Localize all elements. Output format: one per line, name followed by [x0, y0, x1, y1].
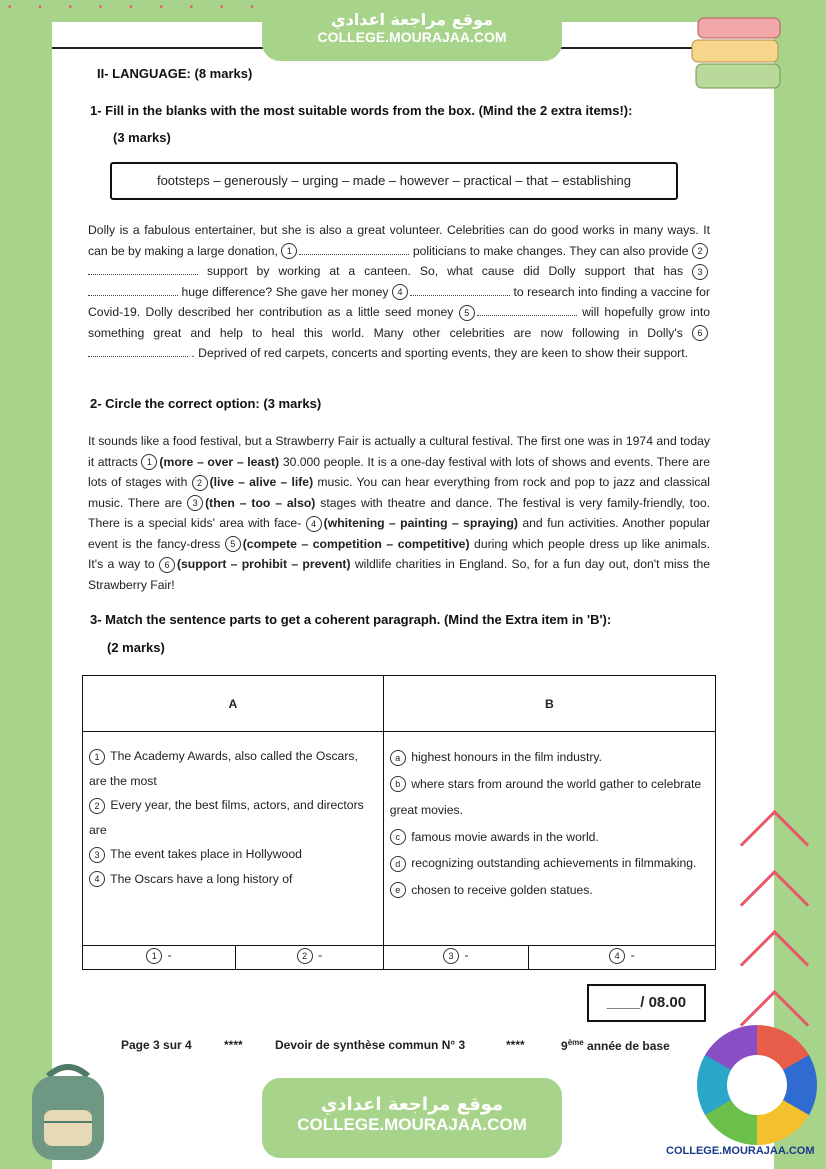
blank-number: 1 — [281, 243, 297, 259]
answer-cell-4[interactable]: 4 - — [528, 946, 715, 970]
footer-title: Devoir de synthèse commun N° 3 — [275, 1038, 466, 1052]
blank-3[interactable] — [88, 283, 178, 296]
option-group-6[interactable]: (support – prohibit – prevent) — [176, 557, 351, 571]
option-number: 1 — [141, 454, 157, 470]
answer-cell-1[interactable]: 1 - — [83, 946, 236, 970]
ex1-paragraph: Dolly is a fabulous entertainer, but she is also a great volunteer. Celebrities can do good works in many ways. It can be by making a large donation, 1 politicians to make changes. They can also provide 2 support by working at a canteen. So, what cause did Dolly support that has 3 huge difference? She gave her money 4 to research into finding a vaccine for Covid-19. Dolly described her contribution as a little seed money 5 will hopefully grow into something great and help to heal this world. Many other celebrities are now following in Dolly's 6 . Deprived of red carpets, concerts and sporting events, they are keen to show their support. — [88, 223, 711, 360]
ex2-paragraph: It sounds like a food festival, but a Strawberry Fair is actually a cultural festival. The first one was in 1974 and today it attracts 1 (more – over – least) 30.000 people. It is a one-day festival with lots of shows and events. There are lots of stages with 2 (live – alive – life) music. You can hear everything from rock and pop to jazz and classical music. There are 3 (then – too – also) stages with theatre and dance. The festival is very family-friendly, too. There is a special kids' area with face- 4 (whitening – painting – spraying) and fun activities. Another popular event is the fancy-dress 5 (compete – competition – competitive) during which people dress up like animals. It's a way to 6 (support – prohibit – prevent) wildlife charities in England. So, for a fun day out, don't miss the Strawberry Fair! — [88, 434, 711, 592]
site-logo-icon[interactable] — [697, 1025, 817, 1145]
blank-1[interactable] — [299, 242, 409, 255]
option-group-3[interactable]: (then – too – also) — [205, 495, 316, 510]
option-number: 3 — [187, 495, 203, 511]
option-number: 5 — [225, 536, 241, 552]
ex3-marks: (2 marks) — [107, 640, 165, 655]
blank-number: 6 — [692, 325, 708, 341]
matching-table — [82, 675, 716, 970]
a-item-4: 4 The Oscars have a long history of — [89, 867, 377, 892]
word-box: footsteps – generously – urging – made – however – practical – that – establishing — [110, 162, 678, 200]
footer-stars-1: **** — [224, 1038, 243, 1052]
option-group-1[interactable]: (more – over – least) — [159, 454, 280, 469]
blank-2[interactable] — [88, 262, 198, 275]
logo-caption: COLLEGE.MOURAJAA.COM — [666, 1145, 815, 1157]
footer-stars-2: **** — [506, 1038, 525, 1052]
blank-number: 5 — [459, 305, 475, 321]
section-title: II- LANGUAGE: (8 marks) — [97, 66, 253, 81]
a-item-2: 2 Every year, the best films, actors, and directors are — [89, 798, 364, 837]
footer-level: 9ème année de base — [561, 1038, 670, 1053]
ex2-title: 2- Circle the correct option: (3 marks) — [90, 396, 322, 411]
b-item-d: d recognizing outstanding achievements in filmmaking. — [390, 850, 709, 877]
answer-cell-3[interactable]: 3 - — [383, 946, 528, 970]
blank-number: 4 — [392, 284, 408, 300]
ex1-marks: (3 marks) — [113, 130, 171, 145]
a-item-3: 3 The event takes place in Hollywood — [89, 842, 377, 867]
banner-arabic: موقع مراجعة اعدادي — [330, 10, 494, 29]
ex3-title: 3- Match the sentence parts to get a coherent paragraph. (Mind the Extra item in 'B'): — [90, 612, 612, 627]
b-item-c: c famous movie awards in the world. — [390, 824, 709, 851]
banner-url: COLLEGE.MOURAJAA.COM — [297, 1115, 527, 1134]
answer-cell-2[interactable]: 2 - — [236, 946, 384, 970]
ex1-title: 1- Fill in the blanks with the most suitable words from the box. (Mind the 2 extra items!): — [90, 103, 633, 118]
option-number: 6 — [159, 557, 175, 573]
col-a-header: A — [83, 676, 384, 732]
blank-5[interactable] — [477, 303, 577, 316]
option-group-5[interactable]: (compete – competition – competitive) — [242, 536, 470, 551]
blank-4[interactable] — [410, 283, 510, 296]
backpack-icon — [18, 1058, 118, 1163]
blank-6[interactable] — [88, 344, 188, 357]
b-item-e: e chosen to receive golden statues. — [390, 877, 709, 904]
b-item-b: b where stars from around the world gather to celebrate great movies. — [389, 776, 702, 817]
bottom-site-banner[interactable] — [262, 1078, 562, 1158]
option-group-4[interactable]: (whitening – painting – spraying) — [323, 516, 518, 530]
blank-number: 2 — [692, 243, 708, 259]
top-site-banner[interactable] — [262, 5, 562, 61]
option-number: 2 — [192, 475, 208, 491]
option-group-2[interactable]: (live – alive – life) — [209, 475, 314, 489]
books-icon — [690, 12, 790, 98]
col-b-header: B — [383, 676, 715, 732]
banner-arabic: موقع مراجعة اعدادي — [320, 1094, 504, 1115]
score-box: ____/ 08.00 — [587, 984, 706, 1022]
blank-number: 3 — [692, 264, 708, 280]
col-a-items — [83, 732, 384, 946]
col-b-items — [383, 732, 715, 946]
option-number: 4 — [306, 516, 322, 532]
footer-page: Page 3 sur 4 — [121, 1038, 192, 1052]
banner-url: COLLEGE.MOURAJAA.COM — [317, 29, 507, 45]
b-item-a: a highest honours in the film industry. — [390, 744, 709, 771]
a-item-1: 1 The Academy Awards, also called the Oscars, are the most — [89, 749, 358, 788]
decor-dots: • • • • • • • • • — [8, 2, 266, 13]
